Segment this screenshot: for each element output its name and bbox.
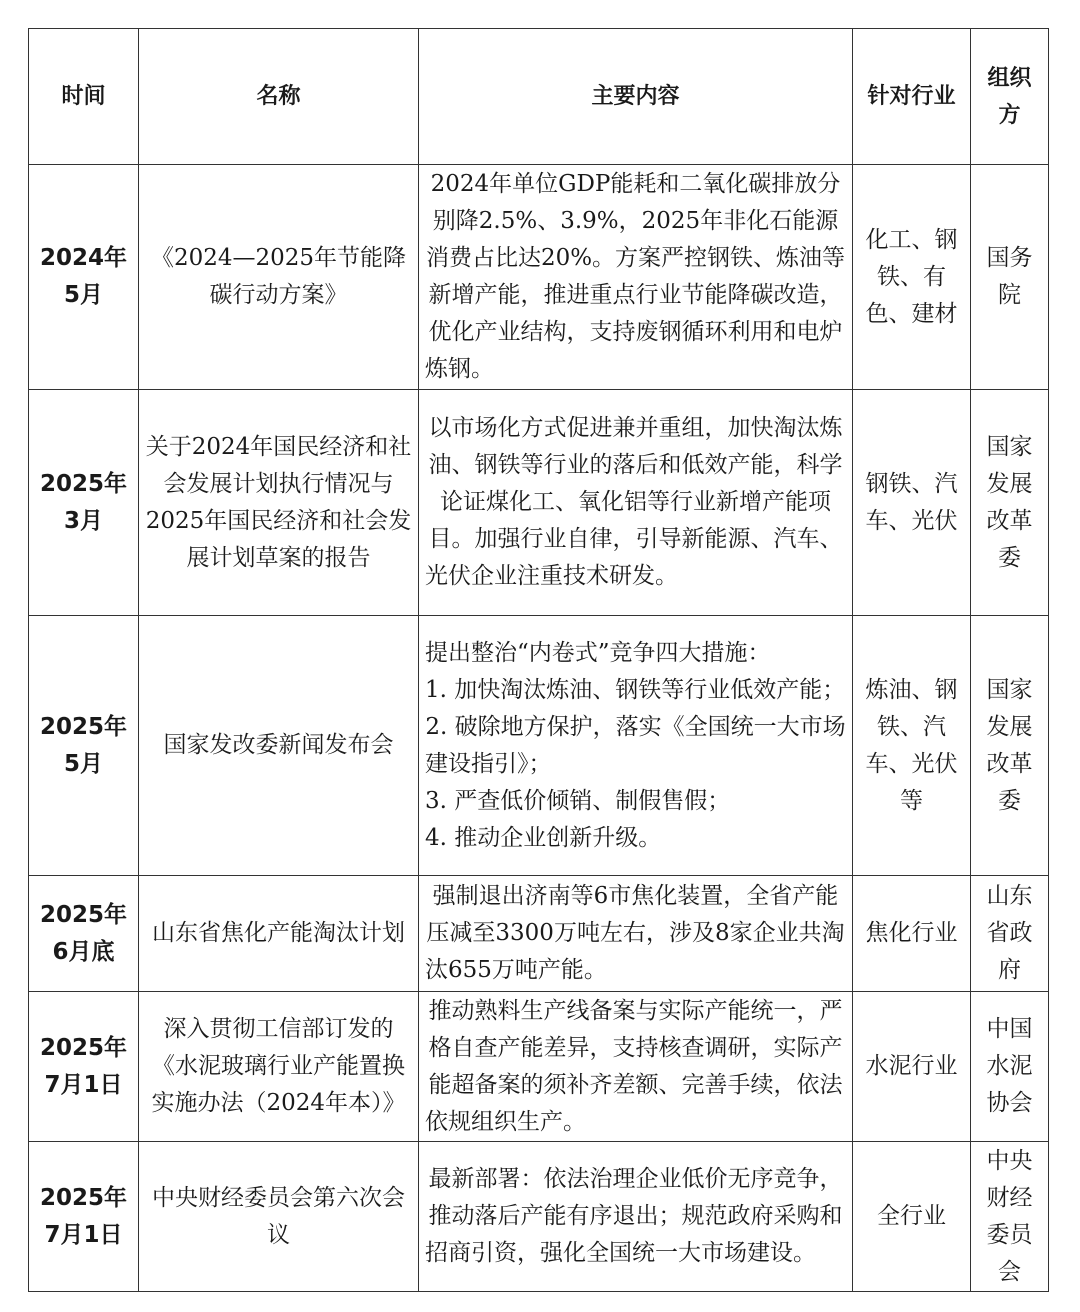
cell-name: 关于2024年国民经济和社会发展计划执行情况与2025年国民经济和社会发展计划草案的报告 (139, 390, 419, 616)
cell-content: 最新部署：依法治理企业低价无序竞争，推动落后产能有序退出；规范政府采购和招商引资，强化全国统一大市场建设。 (419, 1142, 853, 1292)
cell-industry: 化工、钢铁、有色、建材 (853, 165, 971, 390)
cell-content: 2024年单位GDP能耗和二氧化碳排放分别降2.5%、3.9%，2025年非化石能源消费占比达20%。方案严控钢铁、炼油等新增产能，推进重点行业节能降碳改造，优化产业结构，支持废钢循环利用和电炉炼钢。 (419, 165, 853, 390)
content-list-item: 3. 严查低价倾销、制假售假； (425, 787, 731, 814)
cell-content (419, 616, 853, 876)
cell-org: 国务院 (971, 165, 1049, 390)
cell-time: 2024年5月 (29, 165, 139, 390)
content-intro: 提出整治“内卷式”竞争四大措施： (425, 639, 771, 666)
cell-content: 以市场化方式促进兼并重组，加快淘汰炼油、钢铁等行业的落后和低效产能，科学论证煤化工、氧化铝等行业新增产能项目。加强行业自律，引导新能源、汽车、光伏企业注重技术研发。 (419, 390, 853, 616)
policy-table (28, 28, 1049, 1292)
table-row (29, 616, 1049, 876)
cell-time: 2025年3月 (29, 390, 139, 616)
table-row (29, 992, 1049, 1142)
header-industry: 针对行业 (853, 29, 971, 165)
table-row (29, 876, 1049, 992)
cell-org: 山东省政府 (971, 876, 1049, 992)
header-row (29, 29, 1049, 165)
cell-name: 《2024—2025年节能降碳行动方案》 (139, 165, 419, 390)
cell-time: 2025年5月 (29, 616, 139, 876)
cell-org: 国家发展改革委 (971, 390, 1049, 616)
header-time: 时间 (29, 29, 139, 165)
cell-industry: 炼油、钢铁、汽车、光伏等 (853, 616, 971, 876)
header-org: 组织方 (971, 29, 1049, 165)
cell-name: 深入贯彻工信部订发的《水泥玻璃行业产能置换实施办法（2024年本）》 (139, 992, 419, 1142)
header-name: 名称 (139, 29, 419, 165)
cell-name: 山东省焦化产能淘汰计划 (139, 876, 419, 992)
content-list-item: 4. 推动企业创新升级。 (425, 824, 662, 851)
cell-org: 中国水泥协会 (971, 992, 1049, 1142)
cell-org: 中央财经委员会 (971, 1142, 1049, 1292)
table-row (29, 1142, 1049, 1292)
cell-org: 国家发展改革委 (971, 616, 1049, 876)
cell-time: 2025年7月1日 (29, 1142, 139, 1292)
table-row (29, 165, 1049, 390)
cell-time: 2025年6月底 (29, 876, 139, 992)
content-list-item: 2. 破除地方保护，落实《全国统一大市场建设指引》； (425, 713, 846, 777)
cell-industry: 水泥行业 (853, 992, 971, 1142)
cell-content: 推动熟料生产线备案与实际产能统一，严格自查产能差异，支持核查调研，实际产能超备案的须补齐差额、完善手续，依法依规组织生产。 (419, 992, 853, 1142)
content-list-item: 1. 加快淘汰炼油、钢铁等行业低效产能； (425, 676, 846, 703)
cell-content: 强制退出济南等6市焦化装置，全省产能压减至3300万吨左右，涉及8家企业共淘汰655万吨产能。 (419, 876, 853, 992)
cell-industry: 全行业 (853, 1142, 971, 1292)
header-content: 主要内容 (419, 29, 853, 165)
cell-industry: 焦化行业 (853, 876, 971, 992)
cell-time: 2025年7月1日 (29, 992, 139, 1142)
cell-name: 国家发改委新闻发布会 (139, 616, 419, 876)
cell-name: 中央财经委员会第六次会议 (139, 1142, 419, 1292)
cell-industry: 钢铁、汽车、光伏 (853, 390, 971, 616)
table-row (29, 390, 1049, 616)
